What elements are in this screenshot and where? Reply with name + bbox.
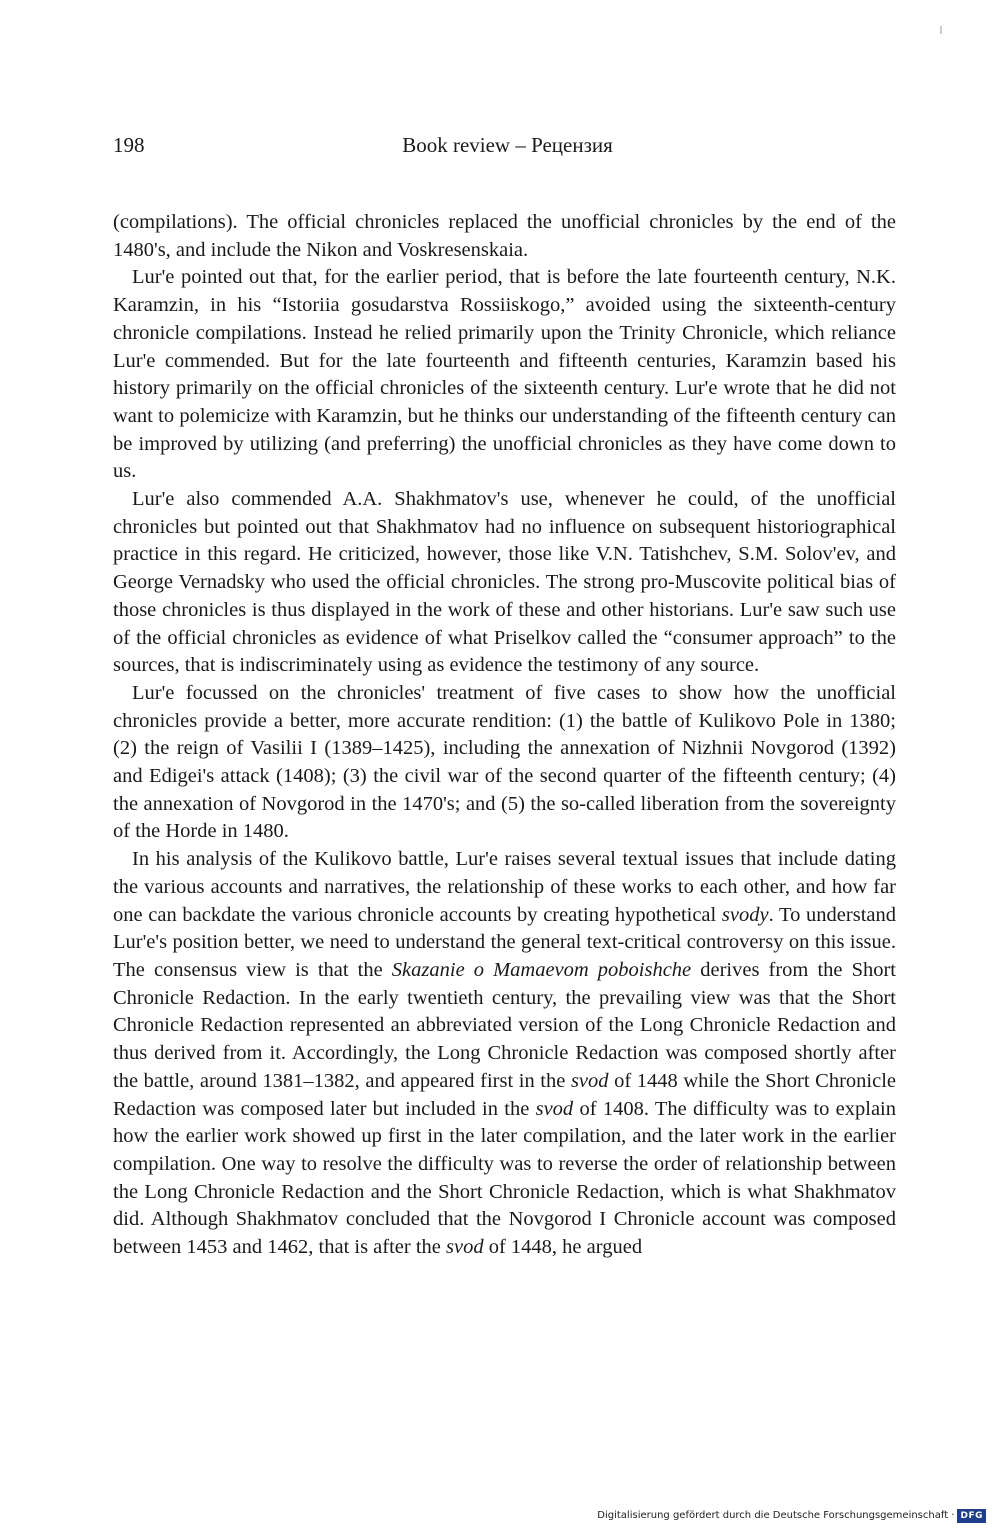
text-segment: Lur'e focussed on the chronicles' treatment of five cases to show how the unofficial chronicles provide a better, more accurate rendition: (1) the battle of Kulikovo Pole in 1380; (2) the reign of Vasilii I (1389–1425), including the annexation of Nizhnii Novgorod (1392) and Edigei's attack (1408); (3) the civil war of the second quarter of the fifteenth century; (4) the annexation of Novgorod in the 1470's; and (5) the so-called liberation from the sovereignty of the Horde in 1480.	[113, 681, 896, 843]
scan-mark	[940, 26, 942, 34]
paragraph	[113, 846, 896, 1262]
text-segment: Lur'e also commended A.A. Shakhmatov's use, whenever he could, of the unofficial chronicles but pointed out that Shakhmatov had no influence on subsequent historiographical practice in this regard. He criticized, however, those like V.N. Tatishchev, S.M. Solov'ev, and George Vernadsky who used the official chronicles. The strong pro-Muscovite political bias of those chronicles is thus displayed in the work of these and other historians. Lur'e saw such use of the official chronicles as evidence of what Priselkov called the “consumer approach” to the sources, that is indiscriminately using as evidence the testimony of any source.	[113, 488, 896, 677]
italic-term: svod	[570, 1069, 609, 1092]
italic-term: svod	[446, 1236, 484, 1259]
article-body	[113, 209, 896, 1262]
text-segment: derives from the Short Chronicle Redaction. In the early twentieth century, the prevailing view was that the Short Chronicle Redaction represented an abbreviated version of the Long Chronicle Redaction and thus derived from it. Accordingly, the Long Chronicle Redaction was composed shortly after the battle, around 1381–1382, and appeared first in the	[113, 958, 897, 1092]
footer-credit	[597, 1509, 986, 1523]
page-number: 198	[113, 133, 145, 157]
dfg-logo: DFG	[957, 1509, 986, 1523]
text-segment: In his analysis of the Kulikovo battle, Lur'e raises several textual issues that include dating the various accounts and narratives, the relationship of these works to each other, and how far one can backdate the various chronicle accounts by creating hypothetical	[113, 848, 896, 926]
italic-term: svody	[721, 903, 769, 926]
paragraph	[113, 680, 896, 846]
paragraph	[113, 209, 896, 264]
text-segment: Lur'e pointed out that, for the earlier period, that is before the late fourteenth century, N.K. Karamzin, in his “Istoriia gosudarstva Rossiiskogo,” avoided using the sixteenth-century chronicle compilations. Instead he relied primarily upon the Trinity Chronicle, which reliance Lur'e commended. But for the late fourteenth and fifteenth centuries, Karamzin based his history primarily on the official chronicles of the sixteenth century. Lur'e wrote that he did not want to polemicize with Karamzin, but he thinks our understanding of the fifteenth century can be improved by utilizing (and preferring) the unofficial chronicles as they have come down to us.	[113, 266, 896, 483]
paragraph	[113, 486, 896, 680]
running-head: Book review – Рецензия	[402, 133, 613, 157]
text-segment: of 1408. The difficulty was to explain how the earlier work showed up first in the later compilation, and the later work in the earlier compilation. One way to resolve the difficulty was to reverse the order of relationship between the Long Chronicle Redaction and the Short Chronicle Redaction, which is what Shakhmatov did. Although Shakhmatov concluded that the Novgorod I Chronicle account was composed between 1453 and 1462, that is after the	[113, 1097, 896, 1259]
text-segment: . To understand Lur'e's position better, we need to understand the general text-critical controversy on this issue. The consensus view is that the	[113, 903, 896, 981]
paragraph	[113, 264, 896, 486]
italic-term: Skazanie o Mamaevom poboishche	[391, 958, 692, 981]
text-segment: (compilations). The official chronicles replaced the unofficial chronicles by the end of the 1480's, and include the Nikon and Voskresenskaia.	[113, 211, 896, 261]
text-segment: of 1448, he argued	[483, 1236, 643, 1259]
italic-term: svod	[535, 1097, 574, 1120]
text-segment: of 1448 while the Short Chronicle Redaction was composed later but included in the	[113, 1069, 896, 1120]
footer-text: Digitalisierung gefördert durch die Deutsche Forschungsgemeinschaft ·	[597, 1510, 955, 1521]
